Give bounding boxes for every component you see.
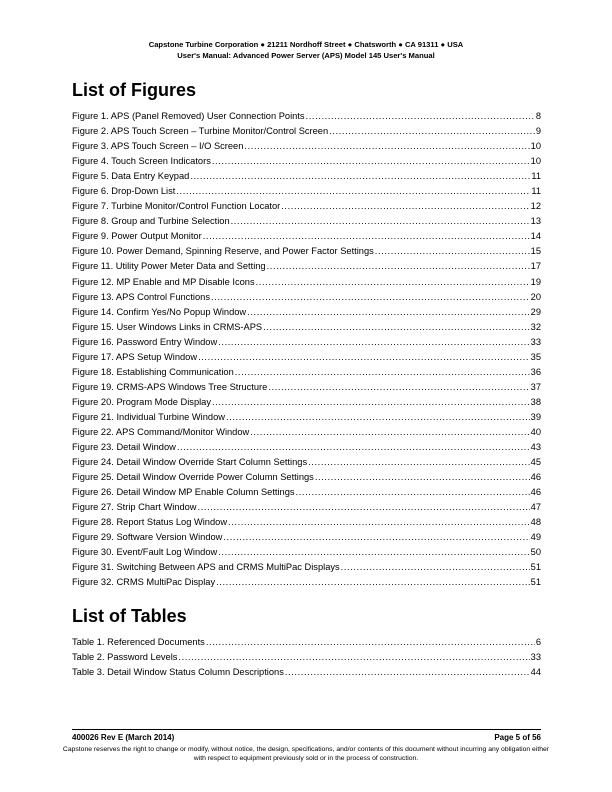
entry-title: Figure 1. APS (Panel Removed) User Connection Points [72, 111, 305, 121]
entry-title: Figure 6. Drop-Down List [72, 186, 176, 197]
figure-entry[interactable] [72, 532, 541, 547]
entry-title: Figure 13. APS Control Functions [72, 291, 210, 302]
dot-leader [315, 472, 530, 482]
figure-entry[interactable] [72, 156, 541, 171]
entry-title: Figure 12. MP Enable and MP Disable Icons [72, 276, 255, 287]
dot-leader [223, 532, 529, 542]
dot-leader [231, 216, 530, 226]
table-entry[interactable] [72, 667, 541, 682]
entry-page-number: 11 [531, 171, 541, 182]
entry-title: Table 2. Password Levels [72, 652, 178, 663]
list-of-figures-heading: List of Figures [72, 80, 197, 100]
figure-entry[interactable] [72, 577, 541, 592]
entry-title: Figure 28. Report Status Log Window [72, 517, 228, 528]
entry-page-number: 12 [530, 201, 541, 212]
figure-entry[interactable] [72, 231, 541, 246]
entry-page-number: 8 [535, 111, 541, 121]
dot-leader [268, 382, 529, 392]
dot-leader [198, 352, 530, 362]
header-manual-title: User's Manual: Advanced Power Server (APS) Model 145 User's Manual [177, 51, 435, 60]
figure-entry[interactable] [72, 502, 541, 517]
entry-title: Figure 16. Password Entry Window [72, 336, 218, 347]
entry-page-number: 11 [531, 186, 541, 197]
entry-page-number: 37 [530, 381, 541, 392]
entry-title: Figure 4. Touch Screen Indicators [72, 156, 211, 167]
list-of-figures [72, 111, 541, 593]
entry-page-number: 43 [530, 442, 541, 453]
figure-entry[interactable] [72, 487, 541, 502]
footer-divider [72, 729, 541, 730]
dot-leader [306, 111, 535, 121]
entry-page-number: 39 [530, 411, 541, 422]
list-of-tables [72, 637, 541, 682]
dot-leader [176, 186, 530, 196]
figure-entry[interactable] [72, 427, 541, 442]
entry-page-number: 38 [530, 396, 541, 407]
dot-leader [211, 292, 530, 302]
dot-leader [285, 667, 530, 677]
entry-page-number: 19 [530, 276, 541, 287]
entry-page-number: 46 [530, 472, 541, 483]
dot-leader [218, 337, 529, 347]
header-company-line: Capstone Turbine Corporation ● 21211 Nordhoff Street ● Chatsworth ● CA 91311 ● USA [148, 40, 464, 49]
entry-page-number: 51 [530, 577, 541, 588]
entry-title: Figure 7. Turbine Monitor/Control Function Locator [72, 201, 281, 212]
entry-page-number: 48 [530, 517, 541, 528]
figure-entry[interactable] [72, 367, 541, 382]
entry-title: Figure 3. APS Touch Screen – I/O Screen [72, 141, 244, 152]
figure-entry[interactable] [72, 216, 541, 231]
entry-page-number: 32 [530, 321, 541, 332]
entry-title: Table 1. Referenced Documents [72, 637, 205, 647]
entry-title: Figure 30. Event/Fault Log Window [72, 547, 218, 558]
figure-entry[interactable] [72, 382, 541, 397]
entry-page-number: 33 [530, 336, 541, 347]
entry-title: Figure 10. Power Demand, Spinning Reserve, and Power Factor Settings [72, 246, 374, 257]
entry-title: Figure 20. Program Mode Display [72, 396, 211, 407]
dot-leader [178, 652, 529, 662]
entry-title: Figure 25. Detail Window Override Power Column Settings [72, 472, 314, 483]
figure-entry[interactable] [72, 307, 541, 322]
figure-entry[interactable] [72, 141, 541, 156]
footer-disclaimer: Capstone reserves the right to change or modify, without notice, the design, specifications, and/or contents of this document without incurring any obligation either with respect to equipment previously sold or in the process of construction. [62, 746, 550, 762]
figure-entry[interactable] [72, 126, 541, 141]
entry-title: Figure 2. APS Touch Screen – Turbine Monitor/Control Screen [72, 126, 329, 137]
dot-leader [247, 307, 530, 317]
entry-title: Figure 5. Data Entry Keypad [72, 171, 190, 182]
entry-page-number: 35 [530, 351, 541, 362]
entry-title: Figure 23. Detail Window [72, 442, 176, 453]
figure-entry[interactable] [72, 201, 541, 216]
entry-page-number: 14 [530, 231, 541, 242]
dot-leader [203, 231, 530, 241]
dot-leader [216, 577, 530, 587]
entry-title: Figure 14. Confirm Yes/No Popup Window [72, 306, 247, 317]
dot-leader [218, 547, 529, 557]
entry-page-number: 17 [530, 261, 541, 272]
dot-leader [212, 397, 530, 407]
entry-page-number: 13 [530, 216, 541, 227]
list-of-tables-heading: List of Tables [72, 606, 187, 626]
entry-title: Figure 31. Switching Between APS and CRMS MultiPac Displays [72, 562, 340, 573]
figure-entry[interactable] [72, 277, 541, 292]
dot-leader [198, 502, 530, 512]
entry-title: Figure 24. Detail Window Override Start Column Settings [72, 457, 308, 468]
figure-entry[interactable] [72, 292, 541, 307]
footer-page-number: Page 5 of 56 [494, 733, 541, 742]
entry-page-number: 20 [530, 291, 541, 302]
entry-page-number: 44 [530, 667, 541, 678]
figure-entry[interactable] [72, 186, 541, 201]
dot-leader [296, 487, 530, 497]
entry-page-number: 10 [530, 156, 541, 167]
entry-page-number: 36 [530, 366, 541, 377]
entry-title: Figure 18. Establishing Communication [72, 366, 234, 377]
entry-page-number: 33 [530, 652, 541, 663]
figure-entry[interactable] [72, 111, 541, 126]
dot-leader [329, 126, 535, 136]
entry-title: Figure 27. Strip Chart Window [72, 502, 197, 513]
entry-page-number: 10 [530, 141, 541, 152]
dot-leader [263, 322, 530, 332]
figure-entry[interactable] [72, 261, 541, 276]
entry-page-number: 15 [530, 246, 541, 257]
entry-title: Figure 11. Utility Power Meter Data and Setting [72, 261, 266, 272]
entry-page-number: 9 [535, 126, 541, 137]
dot-leader [235, 367, 530, 377]
dot-leader [177, 442, 530, 452]
table-entry[interactable] [72, 637, 541, 652]
figure-entry[interactable] [72, 171, 541, 186]
entry-page-number: 6 [535, 637, 541, 647]
dot-leader [281, 201, 529, 211]
entry-page-number: 50 [530, 547, 541, 558]
dot-leader [308, 457, 530, 467]
dot-leader [250, 427, 529, 437]
dot-leader [212, 156, 530, 166]
dot-leader [341, 562, 530, 572]
entry-page-number: 51 [530, 562, 541, 573]
dot-leader [226, 412, 530, 422]
entry-title: Figure 29. Software Version Window [72, 532, 223, 543]
entry-page-number: 46 [530, 487, 541, 498]
figure-entry[interactable] [72, 547, 541, 562]
entry-title: Figure 17. APS Setup Window [72, 351, 198, 362]
figure-entry[interactable] [72, 322, 541, 337]
entry-title: Figure 21. Individual Turbine Window [72, 411, 225, 422]
entry-page-number: 47 [530, 502, 541, 513]
figure-entry[interactable] [72, 352, 541, 367]
figure-entry[interactable] [72, 562, 541, 577]
figure-entry[interactable] [72, 397, 541, 412]
entry-title: Figure 26. Detail Window MP Enable Column Settings [72, 487, 295, 498]
figure-entry[interactable] [72, 337, 541, 352]
entry-title: Figure 9. Power Output Monitor [72, 231, 202, 242]
entry-title: Figure 8. Group and Turbine Selection [72, 216, 230, 227]
entry-title: Figure 19. CRMS-APS Windows Tree Structure [72, 381, 268, 392]
entry-title: Table 3. Detail Window Status Column Descriptions [72, 667, 284, 678]
dot-leader [190, 171, 530, 181]
dot-leader [267, 261, 530, 271]
entry-title: Figure 22. APS Command/Monitor Window [72, 426, 250, 437]
entry-title: Figure 32. CRMS MultiPac Display [72, 577, 216, 588]
figure-entry[interactable] [72, 412, 541, 427]
dot-leader [375, 246, 530, 256]
entry-page-number: 40 [530, 426, 541, 437]
entry-page-number: 49 [530, 532, 541, 543]
footer-doc-id: 400026 Rev E (March 2014) [72, 733, 175, 742]
dot-leader [228, 517, 530, 527]
dot-leader [206, 637, 535, 647]
figure-entry[interactable] [72, 457, 541, 472]
figure-entry[interactable] [72, 442, 541, 457]
entry-page-number: 45 [530, 457, 541, 468]
entry-title: Figure 15. User Windows Links in CRMS-APS [72, 321, 263, 332]
dot-leader [256, 277, 530, 287]
figure-entry[interactable] [72, 517, 541, 532]
entry-page-number: 29 [530, 306, 541, 317]
figure-entry[interactable] [72, 246, 541, 261]
table-entry[interactable] [72, 652, 541, 667]
dot-leader [244, 141, 529, 151]
figure-entry[interactable] [72, 472, 541, 487]
